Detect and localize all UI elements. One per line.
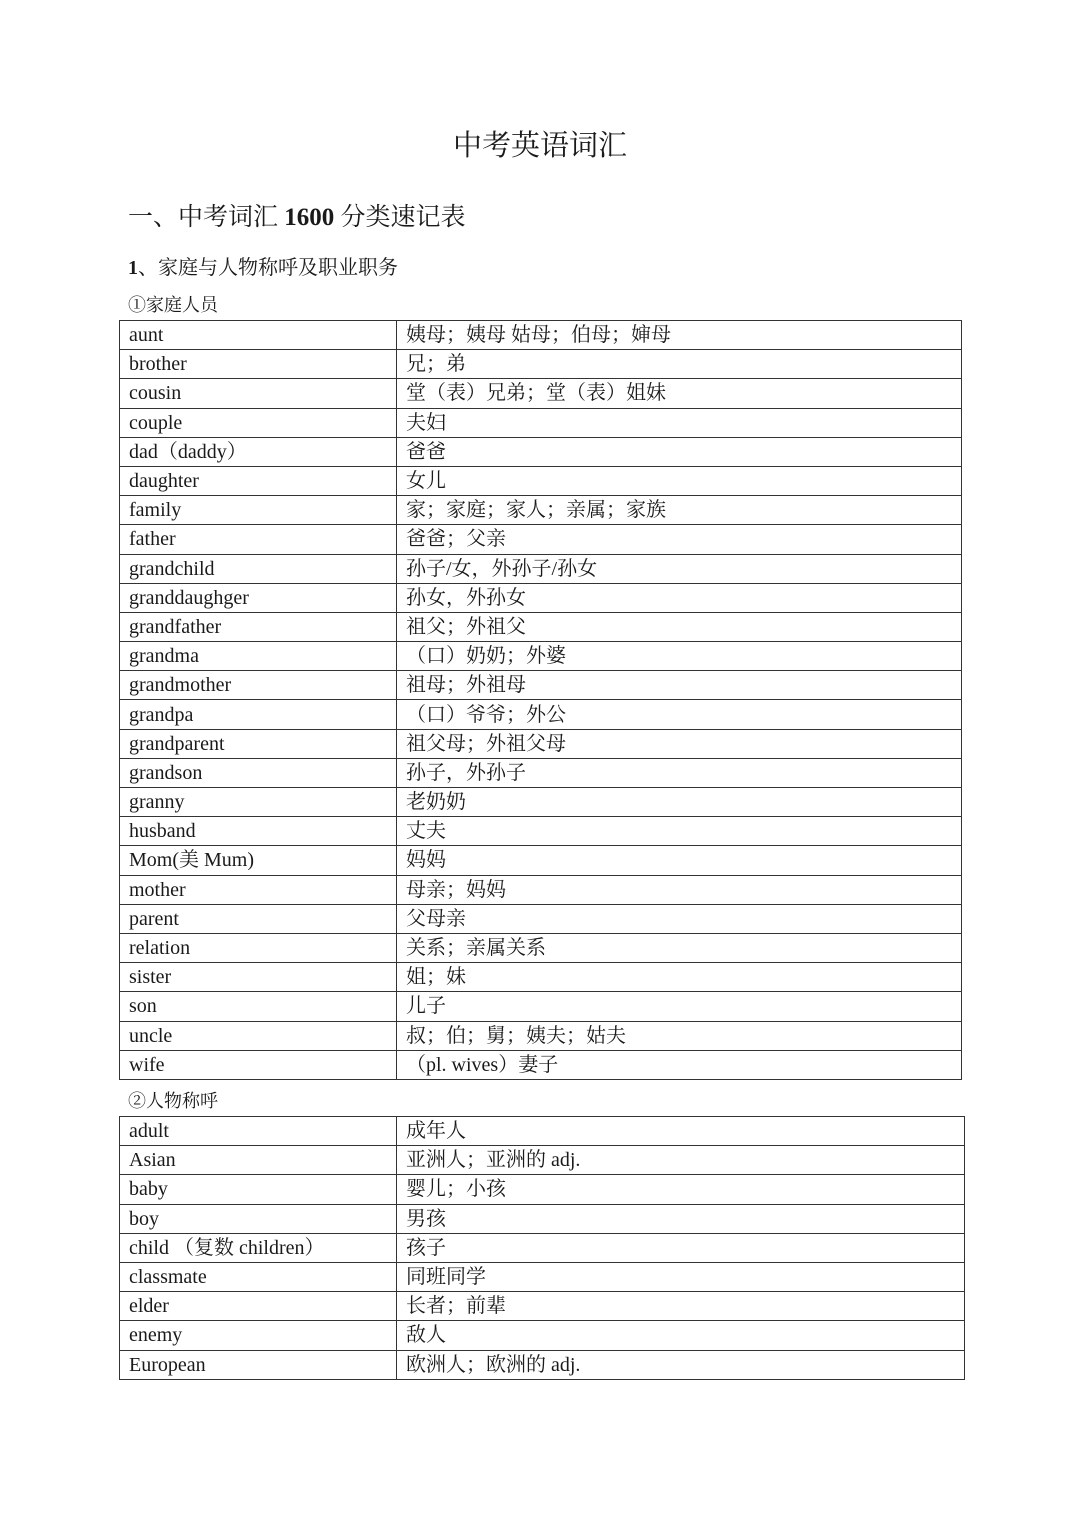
meaning-cell: 女儿 <box>397 466 962 495</box>
meaning-cell: 老奶奶 <box>397 788 962 817</box>
word-cell: son <box>120 992 397 1021</box>
vocab-table-family <box>119 320 962 1080</box>
subsection-number: 1 <box>128 257 138 279</box>
word-cell: enemy <box>120 1321 397 1350</box>
meaning-cell: 孙子，外孙子 <box>397 758 962 787</box>
table-row <box>120 350 962 379</box>
word-cell: wife <box>120 1050 397 1079</box>
page-title: 中考英语词汇 <box>452 130 627 162</box>
table-row <box>120 1050 962 1079</box>
table-row <box>120 1146 965 1175</box>
table-row <box>120 963 962 992</box>
table-row <box>120 904 962 933</box>
meaning-cell: 婴儿；小孩 <box>397 1175 965 1204</box>
word-cell: uncle <box>120 1021 397 1050</box>
meaning-cell: 母亲；妈妈 <box>397 875 962 904</box>
table-row <box>120 408 962 437</box>
table-row <box>120 758 962 787</box>
word-cell: husband <box>120 817 397 846</box>
table-row <box>120 1204 965 1233</box>
word-cell: sister <box>120 963 397 992</box>
word-cell: classmate <box>120 1262 397 1291</box>
meaning-cell: 丈夫 <box>397 817 962 846</box>
meaning-cell: 堂（表）兄弟；堂（表）姐妹 <box>397 379 962 408</box>
table-row <box>120 1021 962 1050</box>
table-row <box>120 817 962 846</box>
table-row <box>120 525 962 554</box>
table-row <box>120 992 962 1021</box>
meaning-cell: 爸爸；父亲 <box>397 525 962 554</box>
section-heading <box>128 200 466 236</box>
meaning-cell: 姨母；姨母 姑母；伯母；婶母 <box>397 321 962 350</box>
table-row <box>120 788 962 817</box>
meaning-cell: 儿子 <box>397 992 962 1021</box>
word-cell: Asian <box>120 1146 397 1175</box>
meaning-cell: 祖父；外祖父 <box>397 612 962 641</box>
meaning-cell: 叔；伯；舅；姨夫；姑夫 <box>397 1021 962 1050</box>
meaning-cell: （口）奶奶；外婆 <box>397 642 962 671</box>
meaning-cell: 孙子/女，外孙子/孙女 <box>397 554 962 583</box>
word-cell: European <box>120 1350 397 1379</box>
vocab-table-people-body <box>120 1117 965 1380</box>
group-label-family: ①家庭人员 <box>128 295 218 315</box>
word-cell: baby <box>120 1175 397 1204</box>
meaning-cell: 父母亲 <box>397 904 962 933</box>
word-cell: granny <box>120 788 397 817</box>
meaning-cell: （pl. wives）妻子 <box>397 1050 962 1079</box>
meaning-cell: 关系；亲属关系 <box>397 933 962 962</box>
word-cell: adult <box>120 1117 397 1146</box>
word-cell: child （复数 children） <box>120 1233 397 1262</box>
table-row <box>120 700 962 729</box>
meaning-cell: 亚洲人；亚洲的 adj. <box>397 1146 965 1175</box>
table-row <box>120 933 962 962</box>
word-cell: grandparent <box>120 729 397 758</box>
subsection-heading <box>128 253 398 283</box>
table-row <box>120 1292 965 1321</box>
word-cell: Mom(美 Mum) <box>120 846 397 875</box>
word-cell: aunt <box>120 321 397 350</box>
word-cell: grandpa <box>120 700 397 729</box>
word-cell: mother <box>120 875 397 904</box>
table-row <box>120 437 962 466</box>
meaning-cell: 兄；弟 <box>397 350 962 379</box>
meaning-cell: 男孩 <box>397 1204 965 1233</box>
meaning-cell: 祖母；外祖母 <box>397 671 962 700</box>
word-cell: relation <box>120 933 397 962</box>
word-cell: granddaughger <box>120 583 397 612</box>
table-row <box>120 583 962 612</box>
meaning-cell: 爸爸 <box>397 437 962 466</box>
meaning-cell: 夫妇 <box>397 408 962 437</box>
meaning-cell: 长者；前辈 <box>397 1292 965 1321</box>
table-row <box>120 1350 965 1379</box>
table-row <box>120 1117 965 1146</box>
word-cell: cousin <box>120 379 397 408</box>
meaning-cell: 姐；妹 <box>397 963 962 992</box>
vocab-table-people <box>119 1116 965 1380</box>
table-row <box>120 321 962 350</box>
word-cell: elder <box>120 1292 397 1321</box>
table-row <box>120 846 962 875</box>
table-row <box>120 1175 965 1204</box>
table-row <box>120 496 962 525</box>
meaning-cell: 祖父母；外祖父母 <box>397 729 962 758</box>
word-cell: grandchild <box>120 554 397 583</box>
section-heading-suffix: 分类速记表 <box>334 204 466 231</box>
table-row <box>120 875 962 904</box>
word-cell: grandfather <box>120 612 397 641</box>
meaning-cell: 孩子 <box>397 1233 965 1262</box>
section-heading-number: 1600 <box>284 204 335 231</box>
meaning-cell: 妈妈 <box>397 846 962 875</box>
table-row <box>120 1321 965 1350</box>
vocab-table-family-body <box>120 321 962 1080</box>
table-row <box>120 729 962 758</box>
table-row <box>120 379 962 408</box>
meaning-cell: 欧洲人；欧洲的 adj. <box>397 1350 965 1379</box>
meaning-cell: （口）爷爷；外公 <box>397 700 962 729</box>
table-row <box>120 1262 965 1291</box>
meaning-cell: 孙女，外孙女 <box>397 583 962 612</box>
word-cell: brother <box>120 350 397 379</box>
word-cell: dad（daddy） <box>120 437 397 466</box>
word-cell: daughter <box>120 466 397 495</box>
meaning-cell: 敌人 <box>397 1321 965 1350</box>
table-row <box>120 671 962 700</box>
table-row <box>120 642 962 671</box>
word-cell: parent <box>120 904 397 933</box>
group-label-people: ②人物称呼 <box>128 1091 218 1111</box>
word-cell: family <box>120 496 397 525</box>
meaning-cell: 同班同学 <box>397 1262 965 1291</box>
word-cell: couple <box>120 408 397 437</box>
meaning-cell: 家；家庭；家人；亲属；家族 <box>397 496 962 525</box>
word-cell: grandmother <box>120 671 397 700</box>
word-cell: grandma <box>120 642 397 671</box>
section-heading-prefix: 一、中考词汇 <box>128 204 285 231</box>
table-row <box>120 1233 965 1262</box>
table-row <box>120 612 962 641</box>
meaning-cell: 成年人 <box>397 1117 965 1146</box>
word-cell: boy <box>120 1204 397 1233</box>
word-cell: father <box>120 525 397 554</box>
subsection-title: 、家庭与人物称呼及职业职务 <box>138 257 398 279</box>
word-cell: grandson <box>120 758 397 787</box>
table-row <box>120 554 962 583</box>
table-row <box>120 466 962 495</box>
